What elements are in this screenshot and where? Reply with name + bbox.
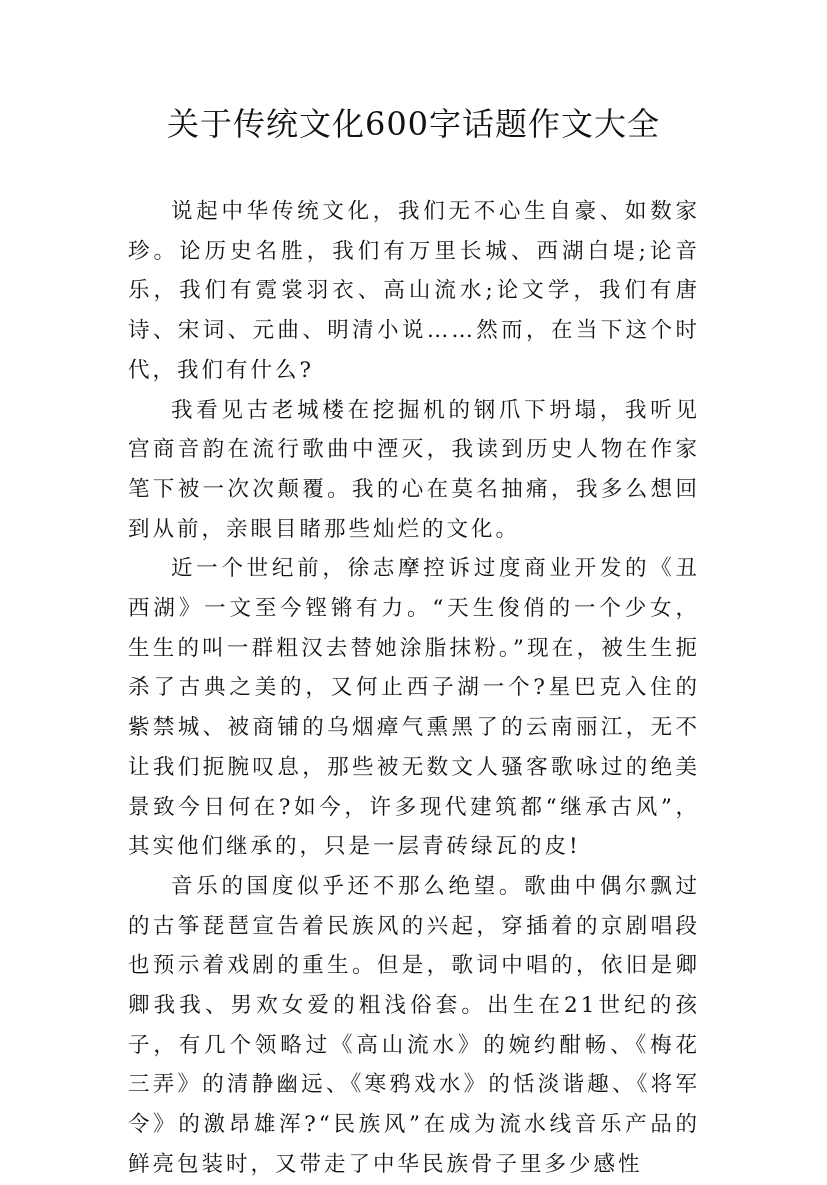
document-title: 关于传统文化600字话题作文大全 <box>166 105 661 143</box>
document-body <box>128 192 700 1185</box>
paragraph-1: 说起中华传统文化，我们无不心生自豪、如数家珍。论历史名胜，我们有万里长城、西湖白堤;论音乐，我们有霓裳羽衣、高山流水;论文学，我们有唐诗、宋词、元曲、明清小说……然而，在当下这个时代，我们有什么? <box>128 199 700 383</box>
paragraph-4: 音乐的国度似乎还不那么绝望。歌曲中偶尔飘过的古筝琵琶宣告着民族风的兴起，穿插着的京剧唱段也预示着戏剧的重生。但是，歌词中唱的，依旧是卿卿我我、男欢女爱的粗浅俗套。出生在21世纪的孩子，有几个领略过《高山流水》的婉约酣畅、《梅花三弄》的清静幽远、《寒鸦戏水》的恬淡谐趣、《将军令》的激昂雄浑?“民族风”在成为流水线音乐产品的鲜亮包装时，又带走了中华民族骨子里多少感性 <box>128 873 700 1177</box>
paragraph-2: 我看见古老城楼在挖掘机的钢爪下坍塌，我听见宫商音韵在流行歌曲中湮灭，我读到历史人物在作家笔下被一次次颠覆。我的心在莫名抽痛，我多么想回到从前，亲眼目睹那些灿烂的文化。 <box>128 397 700 542</box>
paragraph-3: 近一个世纪前，徐志摩控诉过度商业开发的《丑西湖》一文至今铿锵有力。“天生俊俏的一个少女，生生的叫一群粗汉去替她涂脂抹粉。”现在，被生生扼杀了古典之美的，又何止西子湖一个?星巴克入住的紫禁城、被商铺的乌烟瘴气熏黑了的云南丽江，无不让我们扼腕叹息，那些被无数文人骚客歌咏过的绝美景致今日何在?如今，许多现代建筑都“继承古风”，其实他们继承的，只是一层青砖绿瓦的皮! <box>128 556 700 860</box>
